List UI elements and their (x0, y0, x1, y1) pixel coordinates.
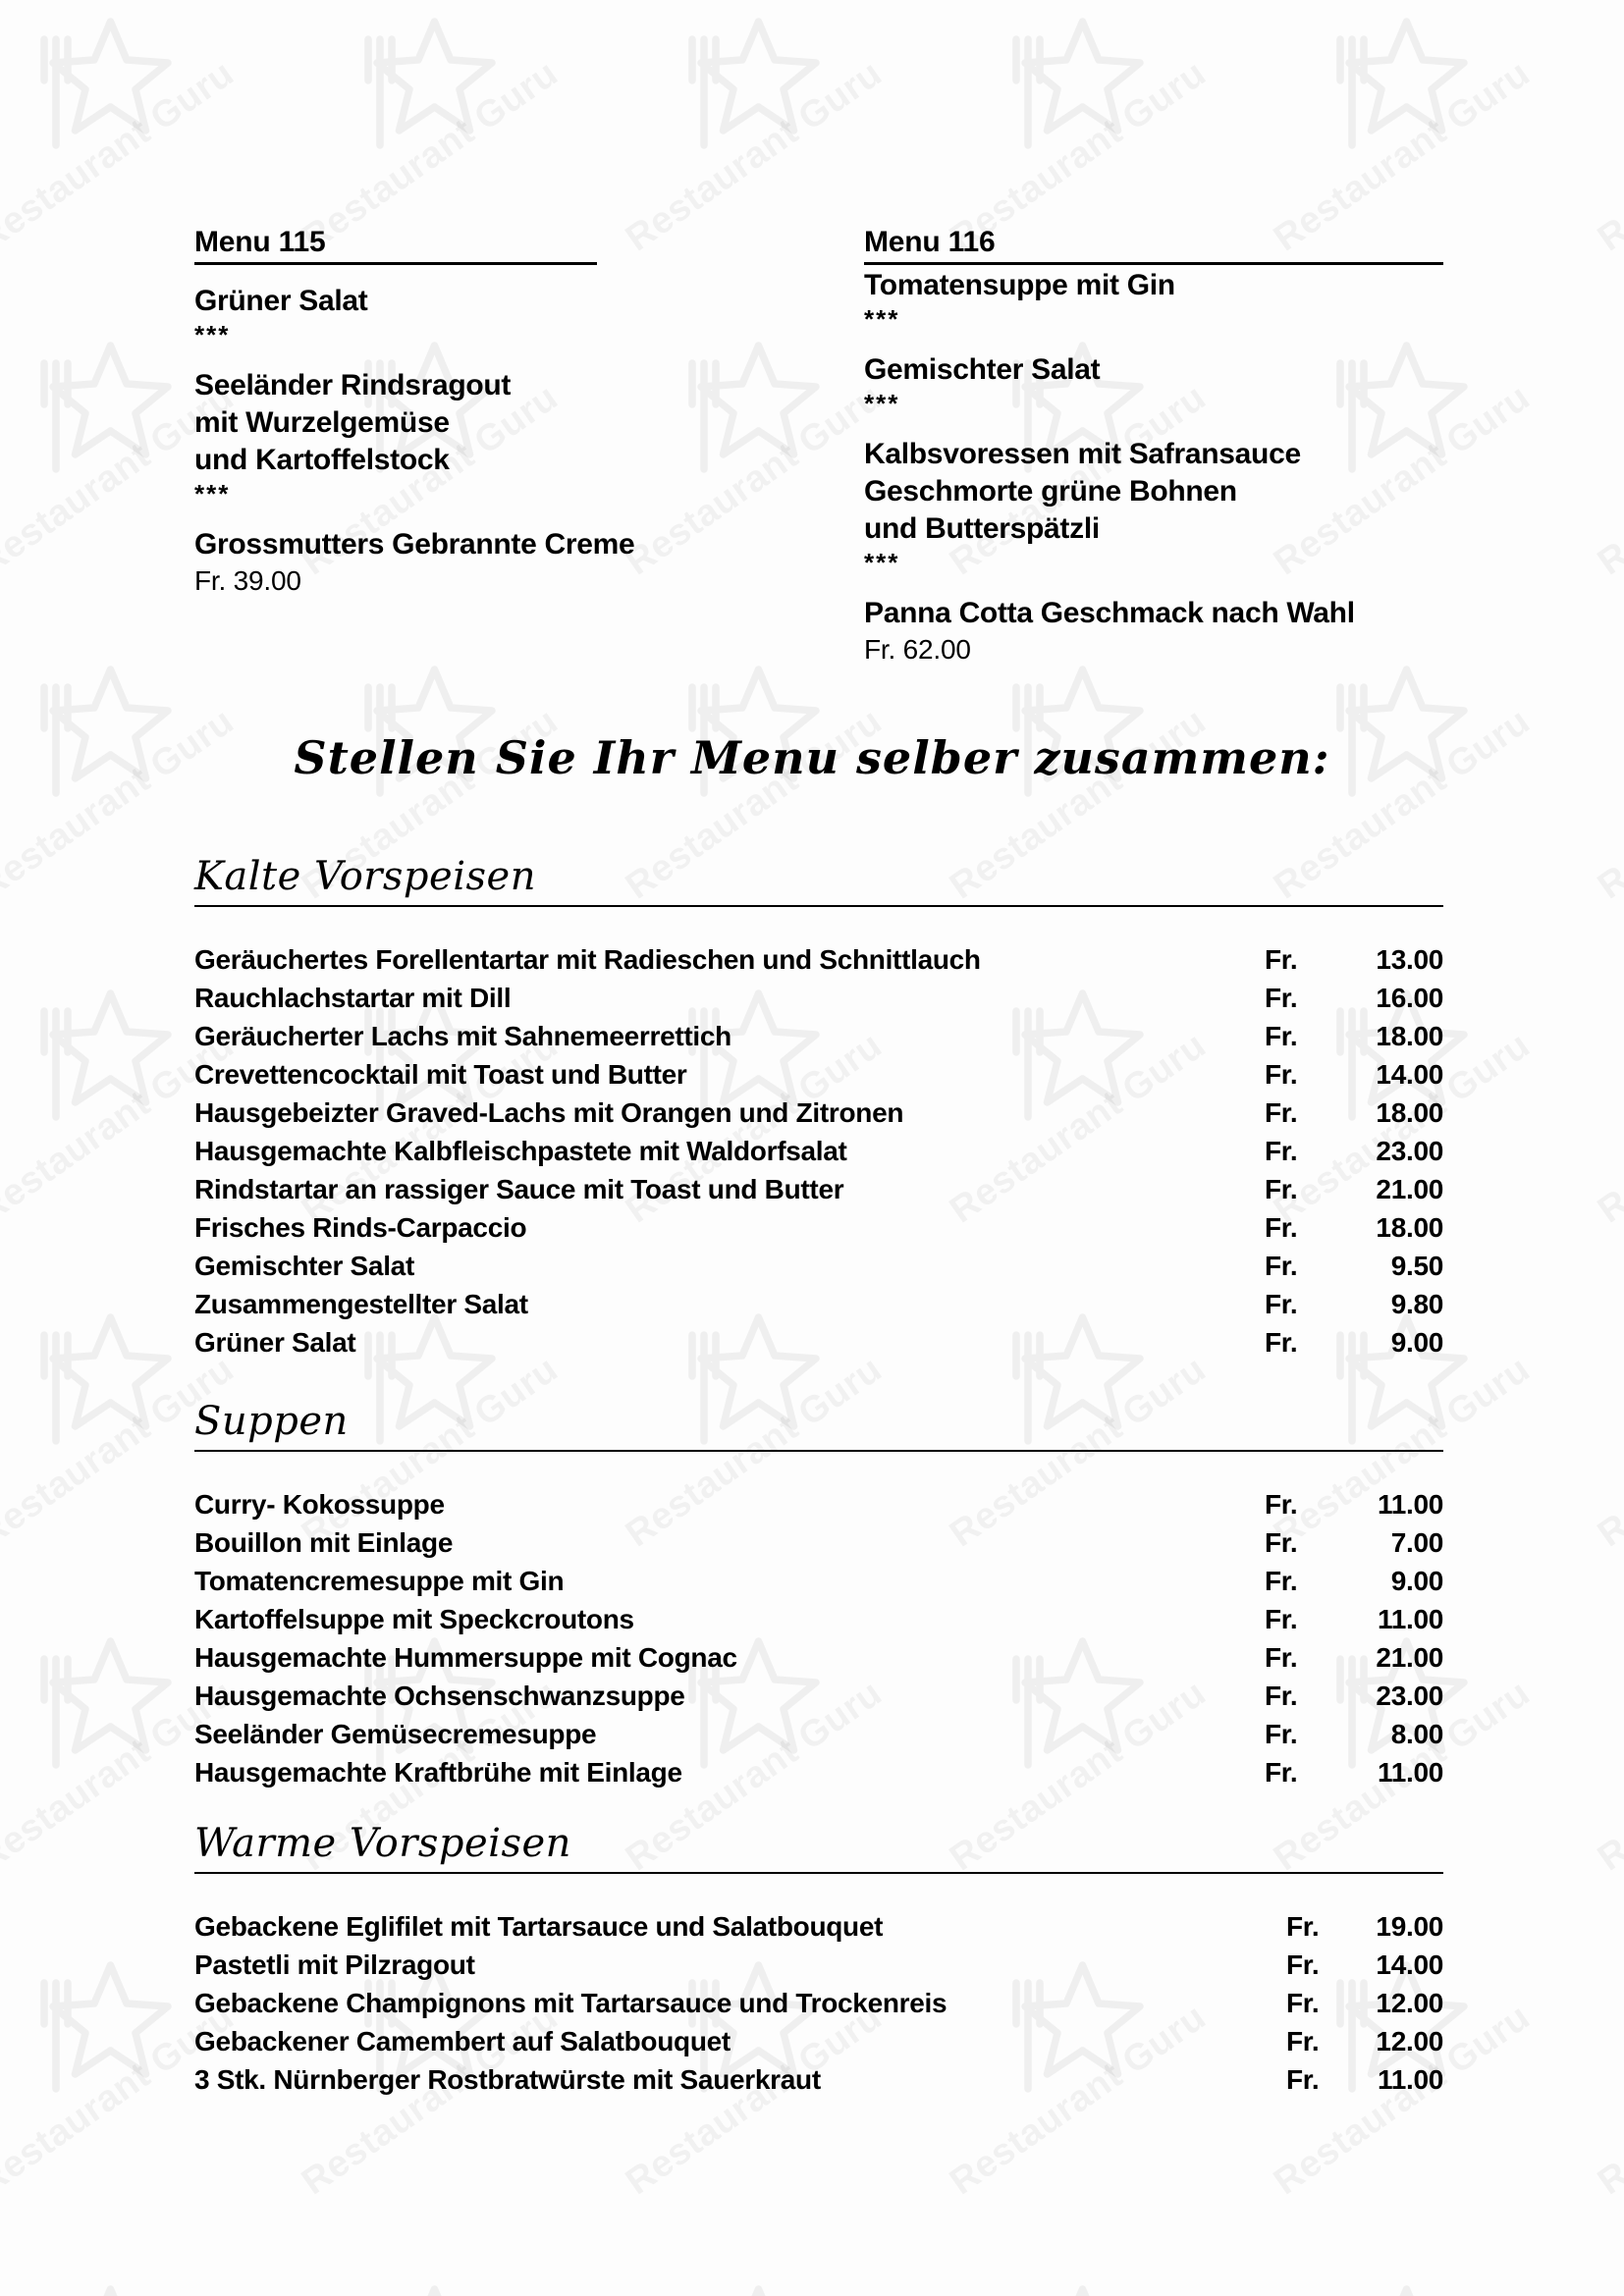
menu-item-price (1265, 1017, 1443, 1055)
menu-title: Menu 115 (194, 226, 326, 258)
course-separator: *** (864, 389, 900, 418)
currency-label: Fr. (1265, 1681, 1298, 1711)
price-amount: 14.00 (1376, 1949, 1443, 1980)
menu-item-row (194, 1562, 1443, 1600)
menu-item-row (194, 1132, 1443, 1170)
price-amount: 11.00 (1377, 1757, 1443, 1788)
menu-item-name: Rauchlachstartar mit Dill (194, 983, 512, 1013)
menu-column-115 (194, 228, 774, 599)
watermark-text (1591, 1349, 1624, 1556)
currency-label: Fr. (1265, 1719, 1298, 1749)
price-amount: 11.00 (1377, 2064, 1443, 2095)
menu-item-row (194, 1170, 1443, 1208)
section-title: Warme Vorspeisen (194, 1821, 571, 1866)
menu-item-price (1265, 1600, 1443, 1638)
price-amount: 9.00 (1390, 1327, 1443, 1358)
menu-section (194, 854, 1443, 1362)
currency-label: Fr. (1265, 1527, 1298, 1558)
price-amount: 9.80 (1390, 1289, 1443, 1319)
price-amount: 13.00 (1376, 944, 1443, 975)
menu-item-price (1265, 1753, 1443, 1791)
course-separator: *** (864, 304, 900, 334)
fork-knife-star-icon (1001, 10, 1149, 157)
menu-item-name: 3 Stk. Nürnberger Rostbratwürste mit Sauerkraut (194, 2064, 821, 2095)
menu-item-price (1286, 1984, 1443, 2022)
menu-item-price (1265, 1715, 1443, 1753)
menu-section (194, 1821, 1443, 2099)
menu-item-price (1286, 2022, 1443, 2060)
menu-price: Fr. 39.00 (194, 565, 301, 596)
menu-item-price (1265, 1562, 1443, 1600)
price-amount: 16.00 (1376, 983, 1443, 1013)
menu-item-price (1265, 1094, 1443, 1132)
section-items (194, 1485, 1443, 1791)
fork-knife-star-icon (29, 1629, 177, 1777)
menu-item-name: Hausgebeizter Graved-Lachs mit Orangen und Zitronen (194, 1097, 904, 1128)
price-amount: 9.00 (1390, 1566, 1443, 1596)
menu-item-name: Hausgemachte Kalbfleischpastete mit Waldorfsalat (194, 1136, 847, 1166)
price-amount: 23.00 (1376, 1681, 1443, 1711)
currency-label: Fr. (1286, 1911, 1320, 1942)
watermark-tile (1620, 0, 1624, 324)
menu-item-price (1286, 1946, 1443, 1984)
menu-item-price (1265, 940, 1443, 979)
menu-item-name: Kartoffelsuppe mit Speckcroutons (194, 1604, 634, 1634)
menu-item-price (1265, 1523, 1443, 1562)
menu-item-name: Grüner Salat (194, 1327, 356, 1358)
menu-item-row (194, 1285, 1443, 1323)
watermark-tile (1296, 2268, 1620, 2296)
menu-price: Fr. 62.00 (864, 634, 971, 665)
watermark-text (1591, 1997, 1624, 2204)
fork-knife-star-icon (353, 10, 501, 157)
currency-label: Fr. (1265, 1489, 1298, 1520)
fork-knife-star-icon (29, 2277, 177, 2296)
menu-section (194, 1399, 1443, 1791)
menu-item-row (194, 2022, 1443, 2060)
menu-item-name: Gemischter Salat (194, 1251, 414, 1281)
currency-label: Fr. (1265, 983, 1298, 1013)
menu-item-row (194, 1485, 1443, 1523)
menu-item-name: Hausgemachte Kraftbrühe mit Einlage (194, 1757, 682, 1788)
watermark-tile (972, 2268, 1296, 2296)
menu-item-name: Tomatencremesuppe mit Gin (194, 1566, 565, 1596)
section-title: Kalte Vorspeisen (194, 854, 536, 899)
menu-item-row (194, 1600, 1443, 1638)
currency-label: Fr. (1265, 1289, 1298, 1319)
menu-column-116 (864, 228, 1443, 667)
menu-item-name: Hausgemachte Ochsenschwanzsuppe (194, 1681, 685, 1711)
fork-knife-star-icon (1001, 2277, 1149, 2296)
menu-item-price (1265, 1323, 1443, 1362)
menu-item-row (194, 1715, 1443, 1753)
watermark-text (1591, 1673, 1624, 1880)
menu-item-price (1265, 979, 1443, 1017)
watermark-tile (1620, 972, 1624, 1296)
menu-item-row (194, 1055, 1443, 1094)
menu-item-row (194, 1984, 1443, 2022)
menu-item-name: Frisches Rinds-Carpaccio (194, 1212, 527, 1243)
currency-label: Fr. (1265, 1604, 1298, 1634)
currency-label: Fr. (1265, 1251, 1298, 1281)
menu-item-name: Hausgemachte Hummersuppe mit Cognac (194, 1642, 737, 1673)
currency-label: Fr. (1265, 1327, 1298, 1358)
menu-course-line: Tomatensuppe mit Gin (864, 269, 1175, 301)
menu-item-price (1265, 1677, 1443, 1715)
menu-item-row (194, 1946, 1443, 1984)
menu-item-price (1265, 1485, 1443, 1523)
currency-label: Fr. (1265, 1212, 1298, 1243)
section-title: Suppen (194, 1399, 349, 1444)
menu-item-price (1286, 2060, 1443, 2099)
menu-item-row (194, 940, 1443, 979)
price-amount: 9.50 (1390, 1251, 1443, 1281)
currency-label: Fr. (1265, 1566, 1298, 1596)
fork-knife-star-icon (29, 982, 177, 1129)
menu-item-name: Bouillon mit Einlage (194, 1527, 454, 1558)
currency-label: Fr. (1265, 1136, 1298, 1166)
menu-course-line: Geschmorte grüne Bohnen (864, 475, 1237, 507)
menu-item-name: Curry- Kokossuppe (194, 1489, 445, 1520)
fork-knife-star-icon (677, 10, 825, 157)
build-your-own-menu-heading: Stellen Sie Ihr Menu selber zusammen: (294, 731, 1330, 784)
price-amount: 21.00 (1376, 1174, 1443, 1204)
menu-item-row (194, 1323, 1443, 1362)
fork-knife-star-icon (1326, 10, 1473, 157)
menu-item-row (194, 1523, 1443, 1562)
menu-item-price (1265, 1132, 1443, 1170)
menu-course-line: Gemischter Salat (864, 353, 1101, 386)
watermark-tile (1620, 1296, 1624, 1620)
section-rule (194, 1450, 1443, 1452)
section-items (194, 940, 1443, 1362)
currency-label: Fr. (1286, 1949, 1320, 1980)
menu-item-row (194, 1753, 1443, 1791)
menu-item-price (1265, 1055, 1443, 1094)
menu-course-line: Grüner Salat (194, 285, 368, 317)
menu-title-rule (864, 262, 1443, 265)
menu-item-price (1286, 1907, 1443, 1946)
course-separator: *** (194, 479, 231, 508)
menu-item-row (194, 2060, 1443, 2099)
watermark-text (1591, 1025, 1624, 1232)
section-header (194, 1399, 1443, 1456)
watermark-tile (1620, 1944, 1624, 2268)
currency-label: Fr. (1265, 1021, 1298, 1051)
price-amount: 18.00 (1376, 1021, 1443, 1051)
menu-item-name: Gebackener Camembert auf Salatbouquet (194, 2026, 731, 2056)
currency-label: Fr. (1265, 1174, 1298, 1204)
price-amount: 11.00 (1377, 1604, 1443, 1634)
menu-item-name: Seeländer Gemüsecremesuppe (194, 1719, 597, 1749)
menu-item-price (1265, 1638, 1443, 1677)
watermark-tile (1620, 2268, 1624, 2296)
menu-course-line: Grossmutters Gebrannte Creme (194, 528, 635, 561)
watermark-tile (648, 2268, 972, 2296)
menu-item-row (194, 1017, 1443, 1055)
currency-label: Fr. (1265, 1757, 1298, 1788)
course-separator: *** (864, 548, 900, 577)
menu-item-row (194, 1094, 1443, 1132)
menu-course-line: Kalbsvoressen mit Safransauce (864, 438, 1301, 470)
watermark-tile (324, 2268, 648, 2296)
menu-item-row (194, 1638, 1443, 1677)
menu-item-name: Crevettencocktail mit Toast und Butter (194, 1059, 687, 1090)
menu-item-row (194, 1247, 1443, 1285)
menu-course-line: Panna Cotta Geschmack nach Wahl (864, 597, 1355, 629)
fork-knife-star-icon (29, 1953, 177, 2101)
menu-title: Menu 116 (864, 226, 996, 258)
currency-label: Fr. (1265, 1097, 1298, 1128)
menu-item-price (1265, 1247, 1443, 1285)
watermark-text (1591, 377, 1624, 584)
menu-item-row (194, 979, 1443, 1017)
fork-knife-star-icon (29, 334, 177, 481)
menu-course-line: mit Wurzelgemüse (194, 406, 450, 439)
price-amount: 21.00 (1376, 1642, 1443, 1673)
menu-item-row (194, 1677, 1443, 1715)
currency-label: Fr. (1265, 1059, 1298, 1090)
section-header (194, 1821, 1443, 1878)
price-amount: 7.00 (1390, 1527, 1443, 1558)
price-amount: 14.00 (1376, 1059, 1443, 1090)
menu-item-name: Gebackene Champignons mit Tartarsauce und Trockenreis (194, 1988, 947, 2018)
menu-item-name: Geräucherter Lachs mit Sahnemeerrettich (194, 1021, 731, 1051)
fork-knife-star-icon (1326, 2277, 1473, 2296)
currency-label: Fr. (1286, 1988, 1320, 2018)
section-items (194, 1907, 1443, 2099)
price-amount: 12.00 (1376, 1988, 1443, 2018)
section-rule (194, 1872, 1443, 1874)
price-amount: 12.00 (1376, 2026, 1443, 2056)
price-amount: 19.00 (1376, 1911, 1443, 1942)
price-amount: 8.00 (1390, 1719, 1443, 1749)
watermark-text (1591, 53, 1624, 260)
menu-course-line: und Kartoffelstock (194, 444, 450, 476)
menu-item-name: Gebackene Eglifilet mit Tartarsauce und Salatbouquet (194, 1911, 884, 1942)
currency-label: Fr. (1286, 2026, 1320, 2056)
menu-item-name: Pastetli mit Pilzragout (194, 1949, 475, 1980)
fork-knife-star-icon (677, 2277, 825, 2296)
currency-label: Fr. (1265, 1642, 1298, 1673)
watermark-tile (1620, 324, 1624, 648)
watermark-tile (0, 2268, 324, 2296)
price-amount: 23.00 (1376, 1136, 1443, 1166)
menu-item-name: Geräuchertes Forellentartar mit Radieschen und Schnittlauch (194, 944, 981, 975)
price-amount: 18.00 (1376, 1097, 1443, 1128)
watermark-tile (1620, 1620, 1624, 1944)
menu-course-line: Seeländer Rindsragout (194, 369, 512, 401)
price-amount: 18.00 (1376, 1212, 1443, 1243)
menu-item-price (1265, 1285, 1443, 1323)
menu-title-rule (194, 262, 597, 265)
menu-course-line: und Butterspätzli (864, 512, 1100, 545)
fork-knife-star-icon (353, 2277, 501, 2296)
menu-item-name: Rindstartar an rassiger Sauce mit Toast und Butter (194, 1174, 844, 1204)
course-separator: *** (194, 320, 231, 349)
currency-label: Fr. (1286, 2064, 1320, 2095)
menu-item-row (194, 1208, 1443, 1247)
menu-item-price (1265, 1208, 1443, 1247)
fork-knife-star-icon (29, 1306, 177, 1453)
section-header (194, 854, 1443, 911)
price-amount: 11.00 (1377, 1489, 1443, 1520)
section-rule (194, 905, 1443, 907)
menu-item-name: Zusammengestellter Salat (194, 1289, 528, 1319)
menu-item-row (194, 1907, 1443, 1946)
currency-label: Fr. (1265, 944, 1298, 975)
watermark-tile (1620, 648, 1624, 972)
fork-knife-star-icon (29, 10, 177, 157)
menu-item-price (1265, 1170, 1443, 1208)
